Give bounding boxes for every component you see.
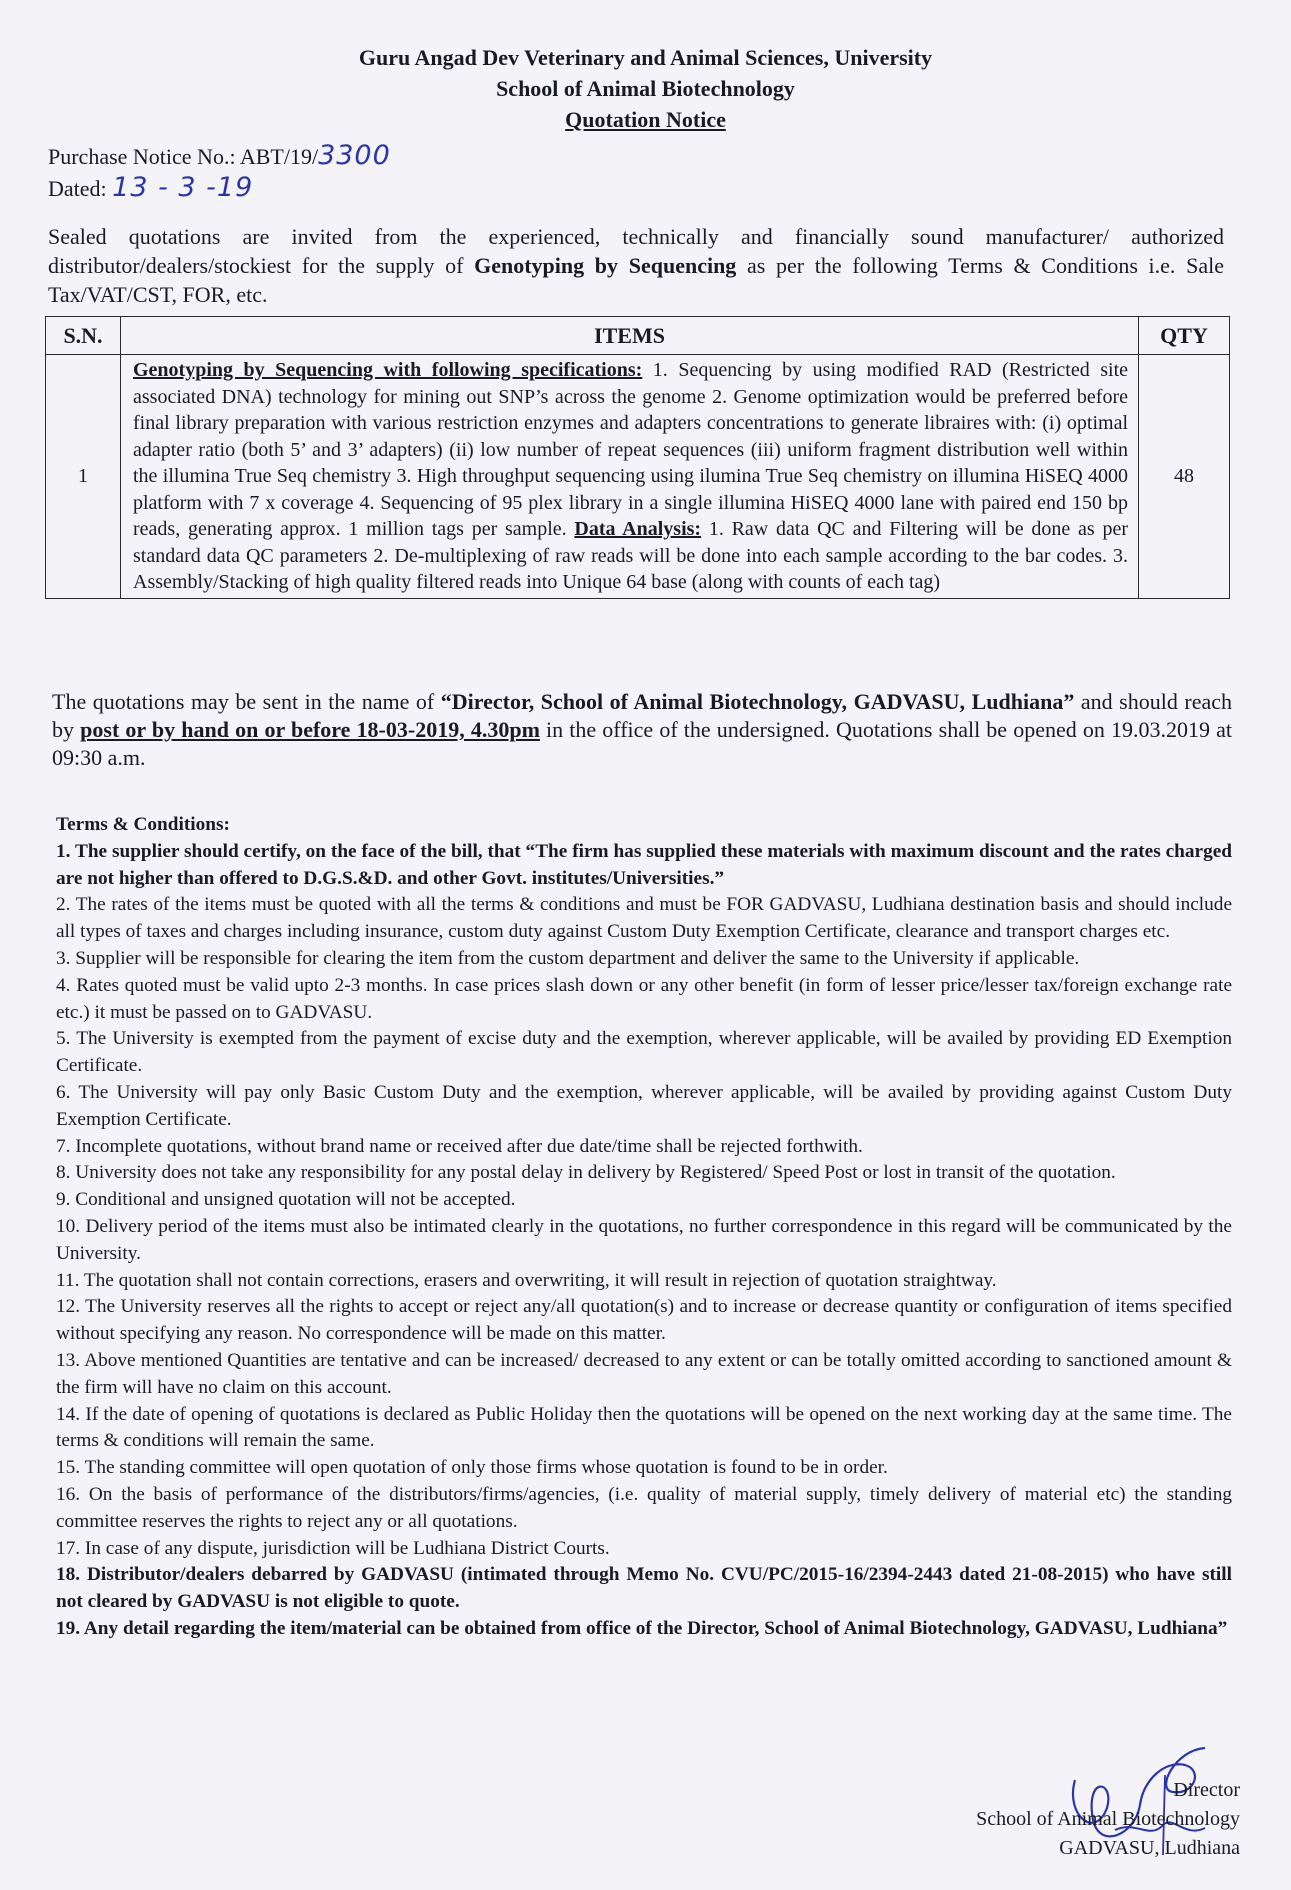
terms-list: [56, 839, 1232, 1643]
school-name: School of Animal Biotechnology: [496, 76, 795, 101]
term-item: 3. Supplier will be responsible for clearing the item from the custom department and deliver the same to the University if applicable.: [56, 947, 1080, 969]
term-item: 12. The University reserves all the rights to accept or reject any/all quotation(s) and to increase or decrease quantity or configuration of items specified without specifying any reason. No correspondence will be made on this matter.: [56, 1296, 1232, 1345]
spec-title: Genotyping by Sequencing with following specifications:: [133, 359, 643, 381]
university-name: Guru Angad Dev Veterinary and Animal Sciences, University: [358, 45, 933, 70]
spec-text: 1. Sequencing by using modified RAD (Restricted site associated DNA) technology for mining out SNP’s across the genome 2. Genome optimization would be preferred before final library preparation with various restriction enzymes and adapters concentrations to generate libraires with: (i) optimal adapter ratio (both 5’ and 3’ adapters) (ii) low number of repeat sequences (iii) uniform fragment distribution well within the illumina True Seq chemistry 3. High throughput sequencing using ilumina True Seq chemistry on illumina HiSEQ 4000 platform with 7 x coverage 4. Sequencing of 95 plex library in a single illumina HiSEQ 4000 lane with paired end 150 bp reads, generating approx. 1 million tags per sample.: [133, 359, 1129, 540]
intro-text-before: Sealed quotations are invited from the experienced, technically and financially sound manufacturer/ authorized distributor/dealers/stockiest for the supply of: [48, 224, 1224, 278]
term-item: 16. On the basis of performance of the distributors/firms/agencies, (i.e. quality of material supply, timely delivery of material etc) the standing committee reserves the rights to reject any or all quotations.: [56, 1483, 1232, 1532]
term-item: 13. Above mentioned Quantities are tentative and can be increased/ decreased to any extent or can be totally omitted according to sanctioned amount & the firm will have no claim on this account.: [56, 1349, 1232, 1398]
term-item: 18. Distributor/dealers debarred by GADVASU (intimated through Memo No. CVU/PC/2015-16/2394-2443 dated 21-08-2015) who have still not cleared by GADVASU is not eligible to quote.: [56, 1564, 1232, 1613]
signature-block: [930, 1776, 1240, 1863]
term-item: 2. The rates of the items must be quoted with all the terms & conditions and must be FOR GADVASU, Ludhiana destination basis and should include all types of taxes and charges including insurance, custom duty against Custom Duty Exemption Certificate, clearance and transport charges etc.: [56, 894, 1232, 943]
signatory-place: GADVASU, Ludhiana: [1059, 1837, 1240, 1859]
term-item: 10. Delivery period of the items must also be intimated clearly in the quotations, no further correspondence in this regard will be communicated by the University.: [56, 1215, 1232, 1264]
table-row: [46, 355, 1230, 599]
intro-paragraph: [48, 222, 1224, 309]
submission-paragraph: [52, 688, 1232, 772]
purchase-notice-line: [48, 140, 391, 171]
term-item: 17. In case of any dispute, jurisdiction will be Ludhiana District Courts.: [56, 1537, 610, 1559]
dated-line: [48, 172, 253, 203]
header-sn: S.N.: [46, 317, 121, 355]
purchase-notice-number: 3300: [318, 140, 391, 171]
purchase-notice-label: Purchase Notice No.: ABT/19/: [48, 144, 319, 169]
row-sn: 1: [46, 355, 121, 599]
submission-deadline: post or by hand on or before 18-03-2019, 4.30pm: [80, 717, 540, 742]
term-item: 9. Conditional and unsigned quotation will not be accepted.: [56, 1189, 516, 1211]
term-item: 15. The standing committee will open quotation of only those firms whose quotation is found to be in order.: [56, 1457, 888, 1479]
submission-addressee: “Director, School of Animal Biotechnology, GADVASU, Ludhiana”: [440, 689, 1075, 714]
term-item: 11. The quotation shall not contain corrections, erasers and overwriting, it will result in rejection of quotation straightway.: [56, 1269, 997, 1291]
term-item: 6. The University will pay only Basic Custom Duty and the exemption, wherever applicable, will be availed by providing against Custom Duty Exemption Certificate.: [56, 1081, 1232, 1130]
analysis-text: 1. Raw data QC and Filtering will be done as per standard data QC parameters 2. De-multiplexing of raw reads will be done into each sample according to the bar codes. 3. Assembly/Stacking of high quality filtered reads into Unique 64 base (along with counts of each tag): [133, 518, 1129, 593]
term-item: 1. The supplier should certify, on the face of the bill, that “The firm has supplied these materials with maximum discount and the rates charged are not higher than offered to D.G.S.&D. and other Govt. institutes/Universities.”: [56, 840, 1232, 889]
term-item: 4. Rates quoted must be valid upto 2-3 months. In case prices slash down or any other benefit (in form of lesser price/lesser tax/foreign exchange rate etc.) it must be passed on to GADVASU.: [56, 974, 1232, 1023]
submission-text-2: and should reach by: [52, 689, 1233, 742]
submission-text-3: in the office of the undersigned. Quotations shall be opened on 19.03.2019 at 09:30 a.m.: [52, 717, 1233, 770]
term-item: 19. Any detail regarding the item/material can be obtained from office of the Director, School of Animal Biotechnology, GADVASU, Ludhiana”: [56, 1617, 1228, 1639]
header-qty: QTY: [1139, 317, 1230, 355]
term-item: 5. The University is exempted from the payment of excise duty and the exemption, wherever applicable, will be availed by providing ED Exemption Certificate.: [56, 1028, 1232, 1077]
intro-text-after: as per the following Terms & Conditions i.e. Sale Tax/VAT/CST, FOR, etc.: [48, 253, 1224, 307]
notice-title: Quotation Notice: [565, 107, 726, 132]
dated-value: 13 - 3 -19: [112, 172, 254, 203]
row-item-spec: [121, 355, 1139, 599]
header-items: ITEMS: [121, 317, 1139, 355]
signatory-title: Director: [1173, 1779, 1240, 1801]
term-item: 8. University does not take any responsibility for any postal delay in delivery by Registered/ Speed Post or lost in transit of the quotation.: [56, 1162, 1116, 1184]
items-table: [45, 316, 1230, 599]
submission-text-1: The quotations may be sent in the name of: [52, 689, 441, 714]
term-item: 7. Incomplete quotations, without brand name or received after due date/time shall be rejected forthwith.: [56, 1135, 863, 1157]
document-header: [0, 42, 1291, 135]
intro-item-name: Genotyping by Sequencing: [474, 253, 737, 278]
table-header-row: [46, 317, 1230, 355]
row-qty: 48: [1139, 355, 1230, 599]
analysis-title: Data Analysis:: [574, 518, 702, 540]
signatory-school: School of Animal Biotechnology: [976, 1808, 1240, 1830]
term-item: 14. If the date of opening of quotations is declared as Public Holiday then the quotations will be opened on the next working day at the same time. The terms & conditions will remain the same.: [56, 1403, 1232, 1452]
terms-heading: Terms & Conditions:: [56, 814, 230, 835]
dated-label: Dated:: [48, 176, 107, 201]
terms-section: [56, 812, 1232, 1643]
